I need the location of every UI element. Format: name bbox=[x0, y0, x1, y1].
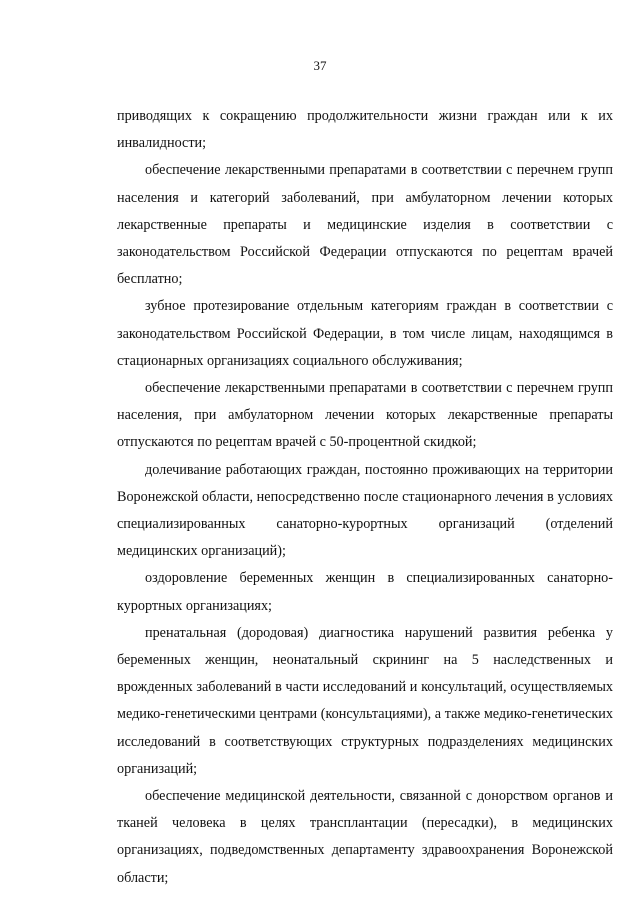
paragraph-prenatal-diagnostics: пренатальная (дородовая) диагностика нарушений развития ребенка у беременных женщин, неонатальный скрининг на 5 наследственных и врожденных заболеваний в части исследований и консультаций, осуществляемых медико-генетическими центрами (консультациями), а также медико-генетических исследований в соответствующих структурных подразделениях медицинских организаций; bbox=[117, 624, 613, 777]
paragraph-transplant-donation: обеспечение медицинской деятельности, связанной с донорством органов и тканей человека в целях трансплантации (пересадки), в медицинских организациях, подведомственных департаменту здравоохранения Воронежской области; bbox=[117, 788, 613, 886]
page-number: 37 bbox=[313, 58, 327, 73]
paragraph-continuation: приводящих к сокращению продолжительности жизни граждан или к их инвалидности; bbox=[117, 108, 613, 152]
paragraph-medication-free: обеспечение лекарственными препаратами в соответствии с перечнем групп населения и категорий заболеваний, при амбулаторном лечении которых лекарственные препараты и медицинские изделия в соответствии с законодательством Российской Федерации отпускаются по рецептам врачей бесплатно; bbox=[117, 162, 613, 288]
paragraph-aftercare: долечивание работающих граждан, постоянно проживающих на территории Воронежской области, непосредственно после стационарного лечения в условиях специализированных санаторно-курортных организаций (отделений медицинских организаций); bbox=[117, 461, 613, 560]
paragraph-pregnant-wellness: оздоровление беременных женщин в специализированных санаторно-курортных организациях; bbox=[117, 570, 613, 614]
paragraph-medication-discount: обеспечение лекарственными препаратами в соответствии с перечнем групп населения, при амбулаторном лечении которых лекарственные препараты отпускаются по рецептам врачей с 50-процентной скидкой; bbox=[117, 380, 613, 451]
body-text bbox=[117, 103, 613, 892]
paragraph-dental-prosthetics: зубное протезирование отдельным категориям граждан в соответствии с законодательством Российской Федерации, в том числе лицам, находящимся в стационарных организациях социального обслуживания; bbox=[117, 298, 613, 369]
